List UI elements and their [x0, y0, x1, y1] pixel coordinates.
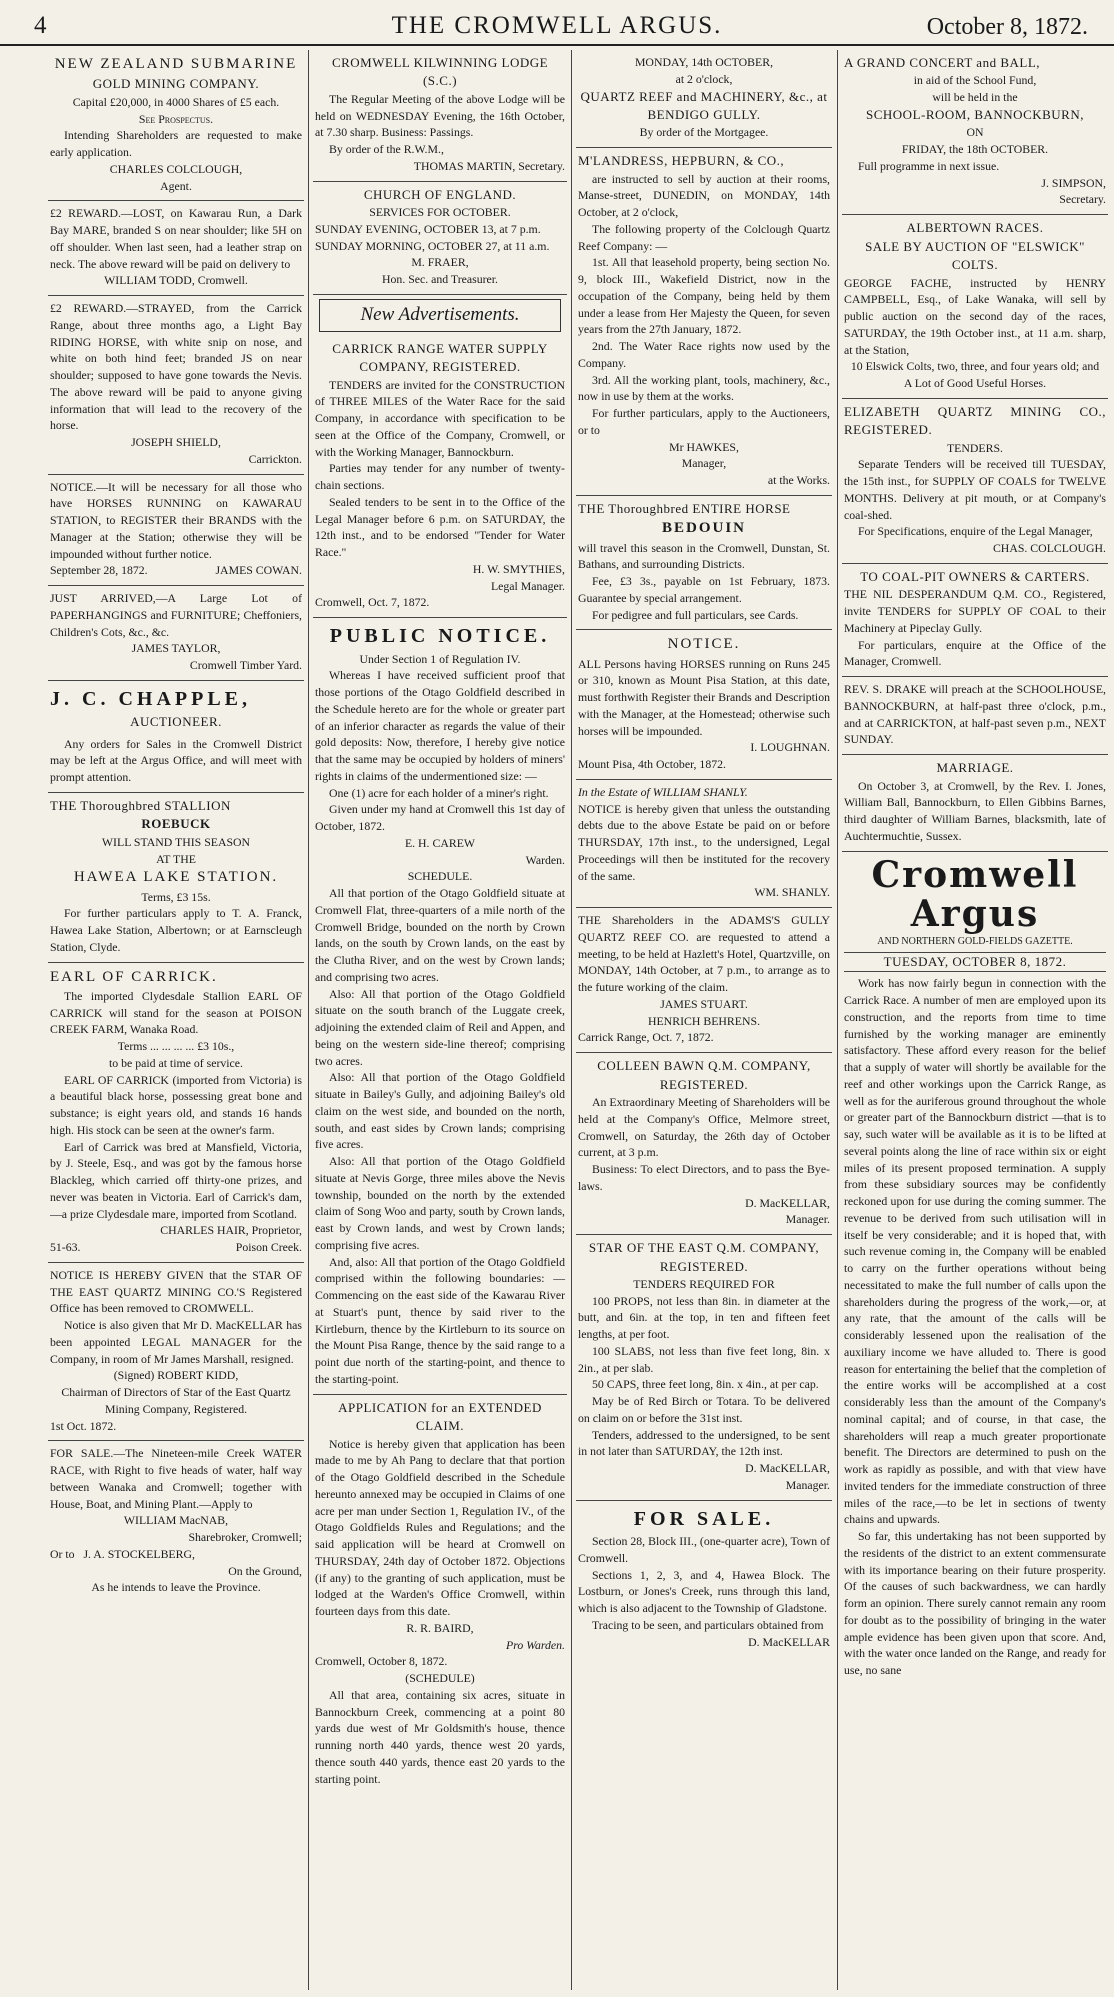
page-number: 4 — [34, 12, 47, 39]
ad-title: ELIZABETH QUARTZ MINING CO., REGISTERED. — [844, 403, 1106, 438]
ad-role: Sharebroker, Cromwell; — [188, 1530, 302, 1545]
ad-role: Manager. — [785, 1477, 830, 1492]
ad-place: 51-63. Poison Creek. — [50, 1240, 302, 1255]
earl-of-carrick-ad — [48, 963, 304, 1263]
ad-body: For further particulars, apply to the Auctioneers, or to — [578, 406, 830, 437]
ad-date: 1st Oct. 1872. — [50, 1418, 117, 1433]
schedule-heading: (SCHEDULE) — [405, 1671, 475, 1686]
horse-name: ROEBUCK — [141, 816, 211, 832]
roebuck-ad — [48, 793, 304, 963]
ad-title: NOTICE. — [667, 636, 741, 653]
ad-body: Any orders for Sales in the Cromwell District may be left at the Argus Office, and will meet with prompt attention. — [50, 736, 302, 785]
ad-signature: WILLIAM TODD, Cromwell. — [104, 273, 248, 288]
ad-line: SCHOOL-ROOM, BANNOCKBURN, — [866, 106, 1084, 122]
ad-body: Section 28, Block III., (one-quarter acre), Town of Cromwell. — [578, 1534, 830, 1565]
horse-name: BEDOUIN — [661, 520, 746, 537]
ad-body: £2 REWARD.—STRAYED, from the Carrick Range, about three months ago, a Light Bay RIDING HORSE, with white snip on nose, and white on both hind feet; branded JS on near shoulder; supposed to have gone towards the Nevis. The above reward will be paid to anyone giving information that will lead to the recovery of the horse. — [50, 301, 302, 433]
ad-line: SUNDAY EVENING, OCTOBER 13, at 7 p.m. — [315, 221, 541, 236]
ad-signature: (Signed) ROBERT KIDD, — [113, 1368, 239, 1383]
ad-title: COLLEEN BAWN Q.M. COMPANY, REGISTERED. — [597, 1058, 811, 1092]
coal-tenders-ad — [842, 564, 1108, 677]
ad-item: 2nd. The Water Race rights now used by the Company. — [578, 339, 830, 370]
quartz-reef-sale-ad — [576, 50, 832, 148]
church-ad — [313, 182, 567, 295]
ad-title: J. C. CHAPPLE, — [50, 687, 251, 710]
ad-signature: CHAS. COLCLOUGH. — [992, 541, 1106, 556]
ad-body: NOTICE is hereby given that unless the outstanding debts due to the above Estate be paid on or before THURSDAY, 17th inst., to the undersigned, Legal Proceedings will then be instituted for the recovery of the same. — [578, 801, 830, 883]
ad-title: ALBERTOWN RACES. — [906, 220, 1044, 236]
ad-title: STAR OF THE EAST Q.M. COMPANY, REGISTERED. — [588, 1240, 820, 1274]
column-1 — [48, 50, 304, 1990]
ad-body: GEORGE FACHE, instructed by HENRY CAMPBELL, Esq., of Lake Wanaka, will sell by public auction on the second day of the races, SATURDAY, the 19th October inst., at 11 a.m. sharp, at the Station, — [844, 275, 1106, 357]
ad-line: AT THE — [156, 851, 196, 866]
ad-line: SUNDAY MORNING, OCTOBER 27, at 11 a.m. — [315, 238, 550, 253]
editorial-date: TUESDAY, OCTOBER 8, 1872. — [844, 952, 1106, 972]
just-arrived-ad — [48, 586, 304, 681]
ad-signature: JAMES STUART. — [660, 996, 748, 1011]
masthead — [0, 0, 1114, 46]
bedouin-ad — [576, 496, 832, 631]
ad-item: 1st. All that leasehold property, being section No. 9, block III., Wakefield District, now in the occupation of the Company, being held by them under a lease from Her Majesty the Queen, for seven years from the 27th January, 1872. — [578, 255, 830, 337]
ad-see: See Prospectus. — [138, 111, 214, 126]
ad-place: at the Works. — [767, 473, 830, 488]
ad-date: Mount Pisa, 4th October, 1872. — [578, 757, 726, 772]
ad-body: ALL Persons having HORSES running on Runs 245 or 310, known as Mount Pisa Station, at this date, must forthwith Register their Brands and Description with the Manager, at the Homestead; otherwise such horses will be impounded. — [578, 656, 830, 738]
ad-body: Given under my hand at Cromwell this 1st day of October, 1872. — [315, 802, 565, 834]
adams-gully-ad — [576, 908, 832, 1053]
ad-role: Legal Manager. — [490, 578, 565, 593]
ad-item: 100 PROPS, not less than 8in. in diameter at the butt, and 6in. at the top, in ten and fifteen feet lengths, at per foot. — [578, 1293, 830, 1342]
ad-signature: CHARLES HAIR, Proprietor, — [160, 1223, 302, 1238]
ad-role: Chairman of Directors of Star of the East Quartz Mining Company, Registered. — [61, 1385, 291, 1416]
ad-role: On the Ground, — [228, 1563, 302, 1578]
ad-role: Manager. — [785, 1212, 830, 1227]
ad-signature: D. MacKELLAR — [748, 1634, 830, 1649]
horses-notice-ad — [576, 630, 832, 780]
schedule-item: All that portion of the Otago Goldfield situate at Cromwell Flat, three-quarters of a mile north of the Cromwell Bridge, bounded on the north by Crown lands, on the south by Crown lands, on the east by the Clutha River, and on the west by Crown lands; and comprising two acres. — [315, 886, 565, 984]
ad-signature: J. SIMPSON, — [1041, 175, 1106, 190]
ad-item: 100 SLABS, not less than five feet long, 8in. x 2in., at per slab. — [578, 1343, 830, 1375]
ad-subtitle: SERVICES FOR OCTOBER. — [369, 205, 511, 220]
editorial-paragraph: So far, this undertaking has not been supported by the residents of the district to an extent commensurate with its importance bearing on their future prosperity. Of the causes of such backwardness, we can hardly form an opinion. There surely cannot remain any room for doubt as to the possibility of bringing in the water ample evidence has been given upon that score. And, with the water once landed on the Range, and ready for use, no sane — [844, 1529, 1106, 1678]
ad-line: HAWEA LAKE STATION. — [73, 869, 279, 886]
ad-body: TENDERS are invited for the CONSTRUCTION of THREE MILES of the Water Race for the said Company, in accordance with specification to be seen at the Office of the Company, Cromwell, or with the Working Manager, Bannockburn. — [315, 377, 565, 459]
ad-line: MONDAY, 14th OCTOBER, — [634, 55, 774, 69]
ad-subtitle: SALE BY AUCTION OF "ELSWICK" COLTS. — [865, 238, 1085, 273]
extended-claim-ad — [313, 1395, 567, 1794]
editorial — [842, 852, 1108, 1685]
mclandress-ad — [576, 148, 832, 496]
ad-signature: E. H. CAREW — [404, 835, 476, 850]
ad-body: Earl of Carrick was bred at Mansfield, Victoria, by J. Steele, Esq., and was got by the famous horse Blackleg, which carried off thirty-one prizes, and never was beaten in Victoria. Earl of Carrick's dam,—a prize Clydesdale mare, imported from Scotland. — [50, 1139, 302, 1221]
elizabeth-quartz-ad — [842, 399, 1108, 564]
ad-role: Warden. — [525, 852, 565, 867]
ad-body: An Extraordinary Meeting of Shareholders will be held at the Company's Office, Melmore street, Cromwell, on Saturday, the 26th day of October current, at 3 p.m. — [578, 1095, 830, 1160]
ad-signature: JOSEPH SHIELD, — [131, 435, 221, 449]
ad-title: In the Estate of WILLIAM SHANLY. — [578, 784, 748, 799]
ad-body: NOTICE IS HEREBY GIVEN that the STAR OF THE EAST QUARTZ MINING CO.'S Registered Office has been removed to CROMWELL. — [50, 1267, 302, 1316]
ad-body: Business: To elect Directors, and to pass the Bye-laws. — [578, 1162, 830, 1193]
editorial-masthead: Cromwell Argus — [871, 853, 1079, 936]
ad-title: EARL OF CARRICK. — [50, 968, 218, 985]
star-notice-ad — [48, 1263, 304, 1442]
ad-line: ON — [966, 125, 984, 140]
ad-signature: M. FRAER, — [411, 255, 469, 270]
concert-ad — [842, 50, 1108, 215]
ad-capital: Capital £20,000, in 4000 Shares of £5 each. — [72, 94, 280, 109]
ad-signature: WILLIAM MacNAB, — [123, 1513, 229, 1528]
drake-sermon-ad — [842, 677, 1108, 755]
new-advertisements-heading: New Advertisements. — [319, 299, 561, 332]
ad-signature: Mr HAWKES, — [669, 439, 739, 454]
ad-body: One (1) acre for each holder of a miner's right. — [329, 785, 549, 800]
ad-item: A Lot of Good Useful Horses. — [903, 376, 1047, 391]
ad-signature: Or to J. A. STOCKELBERG, — [50, 1546, 195, 1561]
ad-body: May be of Red Birch or Totara. To be delivered on claim on or before the 31st inst. — [578, 1394, 830, 1425]
ad-line: at 2 o'clock, — [675, 71, 733, 86]
ad-body: The imported Clydesdale Stallion EARL OF CARRICK will stand for the season at POISON CREEK FARM, Wanaka Road. — [50, 988, 302, 1037]
ad-body: Fee, £3 3s., payable on 1st February, 1873. Guarantee by special arrangement. — [578, 574, 830, 605]
column-3 — [576, 50, 832, 1990]
ad-subtitle: GOLD MINING COMPANY. — [92, 76, 260, 92]
issue-date: October 8, 1872. — [926, 14, 1088, 40]
ad-tail: As he intends to leave the Province. — [91, 1580, 261, 1595]
ad-date: Carrick Range, Oct. 7, 1872. — [578, 1030, 714, 1045]
ad-title: APPLICATION for an EXTENDED CLAIM. — [338, 1399, 542, 1434]
water-race-sale-ad — [48, 1441, 304, 1602]
ad-title: CHURCH OF ENGLAND. — [363, 186, 517, 202]
ad-body: Sealed tenders to be sent in to the Office of the Legal Manager before 6 p.m. on SATURDAY, the 12th inst., and to be endorsed "Tender for Water Race." — [315, 494, 565, 560]
public-notice-ad — [313, 618, 567, 1394]
reward-lost-ad — [48, 201, 304, 296]
ad-title: CROMWELL KILWINNING LODGE (S.C.) — [331, 55, 549, 89]
ad-terms: Terms ... ... ... ... £3 10s., — [117, 1039, 235, 1054]
ad-body: Separate Tenders will be received till TUESDAY, the 15th inst., for SUPPLY OF COALS for TWELVE MONTHS. Delivery at pit mouth, or at Company's coal-shed. — [844, 457, 1106, 522]
ad-body: are instructed to sell by auction at their rooms, Manse-street, DUNEDIN, on MONDAY, 14th October, at 2 o'clock, — [578, 171, 830, 220]
ad-body: REV. S. DRAKE will preach at the SCHOOLHOUSE, BANNOCKBURN, at half-past three o'clock, p.m., and at CARRICKTON, at half-past seven p.m., NEXT SUNDAY. — [844, 682, 1106, 747]
ad-body: Sections 1, 2, 3, and 4, Hawea Block. The Lostburn, or Jones's Creek, runs through this land, which is also adjacent to the Township of Gladstone. — [578, 1567, 830, 1616]
ad-place: Cromwell Timber Yard. — [189, 658, 302, 672]
ad-line: will be held in the — [932, 90, 1018, 105]
nz-submarine-ad — [48, 50, 304, 201]
ad-signature: D. MacKELLAR, — [745, 1195, 830, 1210]
ad-body: The Regular Meeting of the above Lodge will be held on WEDNESDAY Evening, the 16th October, at 7.30 sharp. Business: Passings. — [315, 91, 565, 140]
ad-signature: HENRICH BEHRENS. — [647, 1013, 761, 1028]
schedule-item: Also: All that portion of the Otago Goldfield situate at Nevis Gorge, three miles above the Nevis township, bounded on the north by the extended claim of Song Woo and party, south by Crown lands, east by Crown lands, and west by Crown lands; comprising five acres. — [315, 1154, 565, 1252]
editorial-paragraph: Work has now fairly begun in connection with the Carrick Race. A number of men are employed upon its construction, and the reports from time to time furnished by the working manager are eminently satisfactory. These afford every reason for the belief that a supply of water will shortly be available for the reef and other workings upon the Carrick Range, as well as for the auriferous ground throughout the whole or greater part of the Bannockburn district —that is to say, such water will be available as it is to be lifted at several points along the line of race within six or eight miles of its present proposed termination. A supply from these subsidiary sources may be confidently reckoned upon for use during the coming summer. The revenue to be derived from such utilisation will in itself be very considerable; and it is hoped that, with such revenue coming in, the Company will be enabled to carry on the further operations without being necessitated to make the full number of calls upon the shareholders during the progress of the work,—or, at any rate, that the amount of the calls will be considerably lessened upon the realisation of the auxiliary income we have alluded to. There is good reason for entertaining the belief that the completion of the entire works will be accomplished at a cost considerably less than the amount of the Company's nominal capital; and of course, in that case, the shareholders will reap a much greater proportionate benefit. The Directors are determined to push on the work as rapidly as possible, and with that view have invited tenders for the immediate construction of three miles of the race,—to be let in sections of twenty chains and upwards. — [844, 976, 1106, 1527]
editorial-subtitle: AND NORTHERN GOLD-FIELDS GAZETTE. — [877, 935, 1073, 947]
ad-body: THE NIL DESPERANDUM Q.M. CO., Registered, invite TENDERS for SUPPLY OF COAL to their Machinery at Pipeclay Gully. — [844, 587, 1106, 635]
ad-signature: THOMAS MARTIN, Secretary. — [413, 158, 565, 173]
ad-title: QUARTZ REEF and MACHINERY, &c., at BENDIGO GULLY. — [580, 88, 828, 122]
ad-subtitle: TENDERS REQUIRED FOR — [633, 1276, 775, 1291]
ad-body: EARL OF CARRICK (imported from Victoria) is a beautiful black horse, possessing great bone and substance; is eight years old, and stands 16 hands high. His stock can be seen at the owner's farm. — [50, 1072, 302, 1137]
ad-body: NOTICE.—It will be necessary for all those who have HORSES RUNNING on KAWARAU STATION, to REGISTER their BRANDS with the Manager at the Station; otherwise they will be impounded without further notice. — [50, 479, 302, 561]
ad-title: THE Thoroughbred STALLION — [50, 797, 231, 813]
ad-body: JUST ARRIVED,—A Large Lot of PAPERHANGINGS and FURNITURE; Cheffoniers, Children's Cots, &c., &c. — [50, 591, 302, 639]
ad-body: Tenders, addressed to the undersigned, to be sent in not later than SATURDAY, the 12th inst. — [578, 1427, 830, 1459]
ad-line: FRIDAY, the 18th OCTOBER. — [901, 142, 1049, 157]
ad-body: On October 3, at Cromwell, by the Rev. I. Jones, William Ball, Bannockburn, to Ellen Gibbins Barnes, third daughter of William Barnes, blacksmith, late of Auchtermuchtie, Sussex. — [844, 778, 1106, 843]
lodge-ad — [313, 50, 567, 182]
kawarau-notice-ad — [48, 475, 304, 587]
ad-title: THE Thoroughbred ENTIRE HORSE — [578, 500, 791, 516]
ad-line: By order of the R.W.M., — [329, 142, 444, 157]
ad-role: Secretary. — [1059, 192, 1106, 207]
for-sale-ad — [576, 1501, 832, 1657]
ad-body: Intending Shareholders are requested to make early application. — [50, 128, 302, 159]
ad-date: Cromwell, October 8, 1872. — [315, 1654, 448, 1669]
ad-date: Cromwell, Oct. 7, 1872. — [315, 595, 430, 610]
ad-terms: Terms, £3 15s. — [141, 889, 211, 904]
ad-signature: I. LOUGHNAN. — [750, 740, 830, 755]
marriage-notice — [842, 755, 1108, 851]
ad-role: Manager, — [681, 456, 727, 471]
ad-subtitle: AUCTIONEER. — [130, 714, 222, 730]
column-rule — [837, 50, 838, 1990]
ad-body: FOR SALE.—The Nineteen-mile Creek WATER RACE, with Right to five heads of water, half way between Wanaka and Cromwell; together with House, Boat, and Mining Plant.—Apply to — [50, 1446, 302, 1511]
column-4 — [842, 50, 1108, 1990]
ad-signature: WM. SHANLY. — [754, 885, 830, 900]
column-rule — [571, 50, 572, 1990]
ad-signature: CHARLES COLCLOUGH, — [109, 161, 243, 176]
ad-place: Carrickton. — [248, 451, 302, 466]
colleen-bawn-ad — [576, 1053, 832, 1235]
ad-subtitle: Under Section 1 of Regulation IV. — [359, 651, 521, 666]
star-tenders-ad — [576, 1235, 832, 1501]
ad-date: September 28, 1872. JAMES COWAN. — [50, 563, 302, 578]
ad-body: The following property of the Colclough Quartz Reef Company: — — [578, 221, 830, 253]
ad-line: WILL STAND THIS SEASON — [101, 834, 251, 849]
ad-title: A GRAND CONCERT and BALL, — [844, 55, 1041, 70]
ad-body: For Specifications, enquire of the Legal Manager, — [858, 524, 1093, 539]
schedule-item: Also: All that portion of the Otago Goldfield situate in Bailey's Gully, and adjoining Bailey's old claim on the west side, and bounded on the north, south, and east sides by Crown lands; comprising five acres. — [315, 1070, 565, 1152]
schedule-heading: SCHEDULE. — [407, 869, 473, 884]
ad-body: will travel this season in the Cromwell, Dunstan, St. Bathans, and surrounding Districts. — [578, 540, 830, 572]
ad-body: Parties may tender for any number of twenty-chain sections. — [315, 461, 565, 493]
ad-body: Tracing to be seen, and particulars obtained from — [592, 1617, 824, 1632]
ad-body: Whereas I have received sufficient proof that those portions of the Otago Goldfield described in the Schedule hereto are for the whole or greater part of an inferior character as regards the value of their gold deposits: Now, therefore, I hereby give notice that the same may be occupied by holders of miners' rights in claims of the undermentioned size: — — [315, 668, 565, 783]
ad-body: For pedigree and full particulars, see Cards. — [592, 607, 799, 622]
ad-item: 50 CAPS, three feet long, 8in. x 4in., at per cap. — [592, 1377, 819, 1392]
ad-body: For particulars, enquire at the Office of the Manager, Cromwell. — [844, 637, 1106, 669]
ad-body: Notice is hereby given that application has been made to me by Ah Pang to declare that that portion of the Otago Goldfield described in the Schedule hereunto annexed may be occupied in Claims of one acre per man under Section 1, Regulation IV., of the Otago Goldfields Rules and Regulations; and the said application will be heard at Cromwell on THURSDAY, 24th day of October 1872. Objections (if any) to the granting of such application, must be lodged at the Warden's Office Cromwell, within fourteen days from this date. — [315, 1436, 565, 1619]
column-2 — [313, 50, 567, 1990]
ad-title: TO COAL-PIT OWNERS & CARTERS. — [860, 568, 1090, 584]
column-rule — [308, 50, 309, 1990]
ad-body: THE Shareholders in the ADAMS'S GULLY QUARTZ REEF CO. are requested to attend a meeting, to be held at Hazlett's Hotel, Quartzville, on MONDAY, 14th October, at 7 p.m., to arrange as to the future working of the claim. — [578, 913, 830, 995]
reward-strayed-ad — [48, 296, 304, 475]
ad-title: M'LANDRESS, HEPBURN, & CO., — [578, 153, 785, 169]
ad-title: MARRIAGE. — [936, 760, 1014, 776]
ad-title: PUBLIC NOTICE. — [329, 625, 551, 648]
ad-item: 10 Elswick Colts, two, three, and four years old; and — [850, 359, 1100, 374]
ad-terms: to be paid at time of service. — [109, 1055, 243, 1070]
ad-subtitle: TENDERS. — [946, 440, 1004, 455]
ad-role: Hon. Sec. and Treasurer. — [382, 272, 498, 287]
shanly-estate-ad — [576, 780, 832, 908]
ad-role: Agent. — [160, 178, 192, 193]
schedule-item: Also: All that portion of the Otago Goldfield situate on the south branch of the Luggate creek, adjoining the extended claim of Reil and Appen, and being on the western side-line thereof; comprising two acres. — [315, 986, 565, 1068]
ad-signature: JAMES TAYLOR, — [131, 641, 221, 656]
albertown-races-ad — [842, 215, 1108, 399]
schedule-item: And, also: All that portion of the Otago Goldfield comprised within the following boundaries: —Commencing on the east side of the Kawarau River at Stuart's punt, thence by said river to the Kirtleburn, thence by the Kirtleburn to its source on the Mount Pisa Range, thence by the said range to a point due north of the starting-point, and thence to the starting-point. — [315, 1254, 565, 1386]
ad-title: CARRICK RANGE WATER SUPPLY COMPANY, REGISTERED. — [332, 340, 548, 375]
paper-title: THE CROMWELL ARGUS. — [391, 12, 723, 39]
ad-line: Full programme in next issue. — [858, 158, 1000, 173]
ad-role: Pro Warden. — [506, 1637, 565, 1652]
ad-signature: H. W. SMYTHIES, — [472, 561, 565, 576]
ad-title: NEW ZEALAND SUBMARINE — [54, 56, 298, 72]
ad-signature: D. MacKELLAR, — [745, 1461, 830, 1476]
ad-line: By order of the Mortgagee. — [639, 125, 769, 140]
ad-body: Notice is also given that Mr D. MacKELLAR has been appointed LEGAL MANAGER for the Company, in room of Mr James Marshall, resigned. — [50, 1318, 302, 1366]
ad-body: For further particulars apply to T. A. Franck, Hawea Lake Station, Albertown; or at Earnscleugh Station, Clyde. — [50, 906, 302, 954]
ad-signature: R. R. BAIRD, — [406, 1620, 474, 1635]
carrick-water-ad — [313, 336, 567, 618]
ad-title: FOR SALE. — [633, 1507, 775, 1530]
schedule-item: All that area, containing six acres, situate in Bannockburn Creek, commencing at a point 80 yards due west of Mr Goldsmith's house, thence running north 440 yards, thence west 20 yards, thence south 440 yards, thence east 20 yards to the starting point. — [315, 1687, 565, 1786]
ad-line: in aid of the School Fund, — [913, 73, 1037, 88]
ad-body: £2 REWARD.—LOST, on Kawarau Run, a Dark Bay MARE, branded S on near shoulder; like 5H on off shoulder. When last seen, had a leather strap on neck. The above reward will be paid on delivery to — [50, 206, 302, 271]
chapple-ad — [48, 681, 304, 793]
ad-item: 3rd. All the working plant, tools, machinery, &c., now in use by them at the works. — [578, 372, 830, 404]
